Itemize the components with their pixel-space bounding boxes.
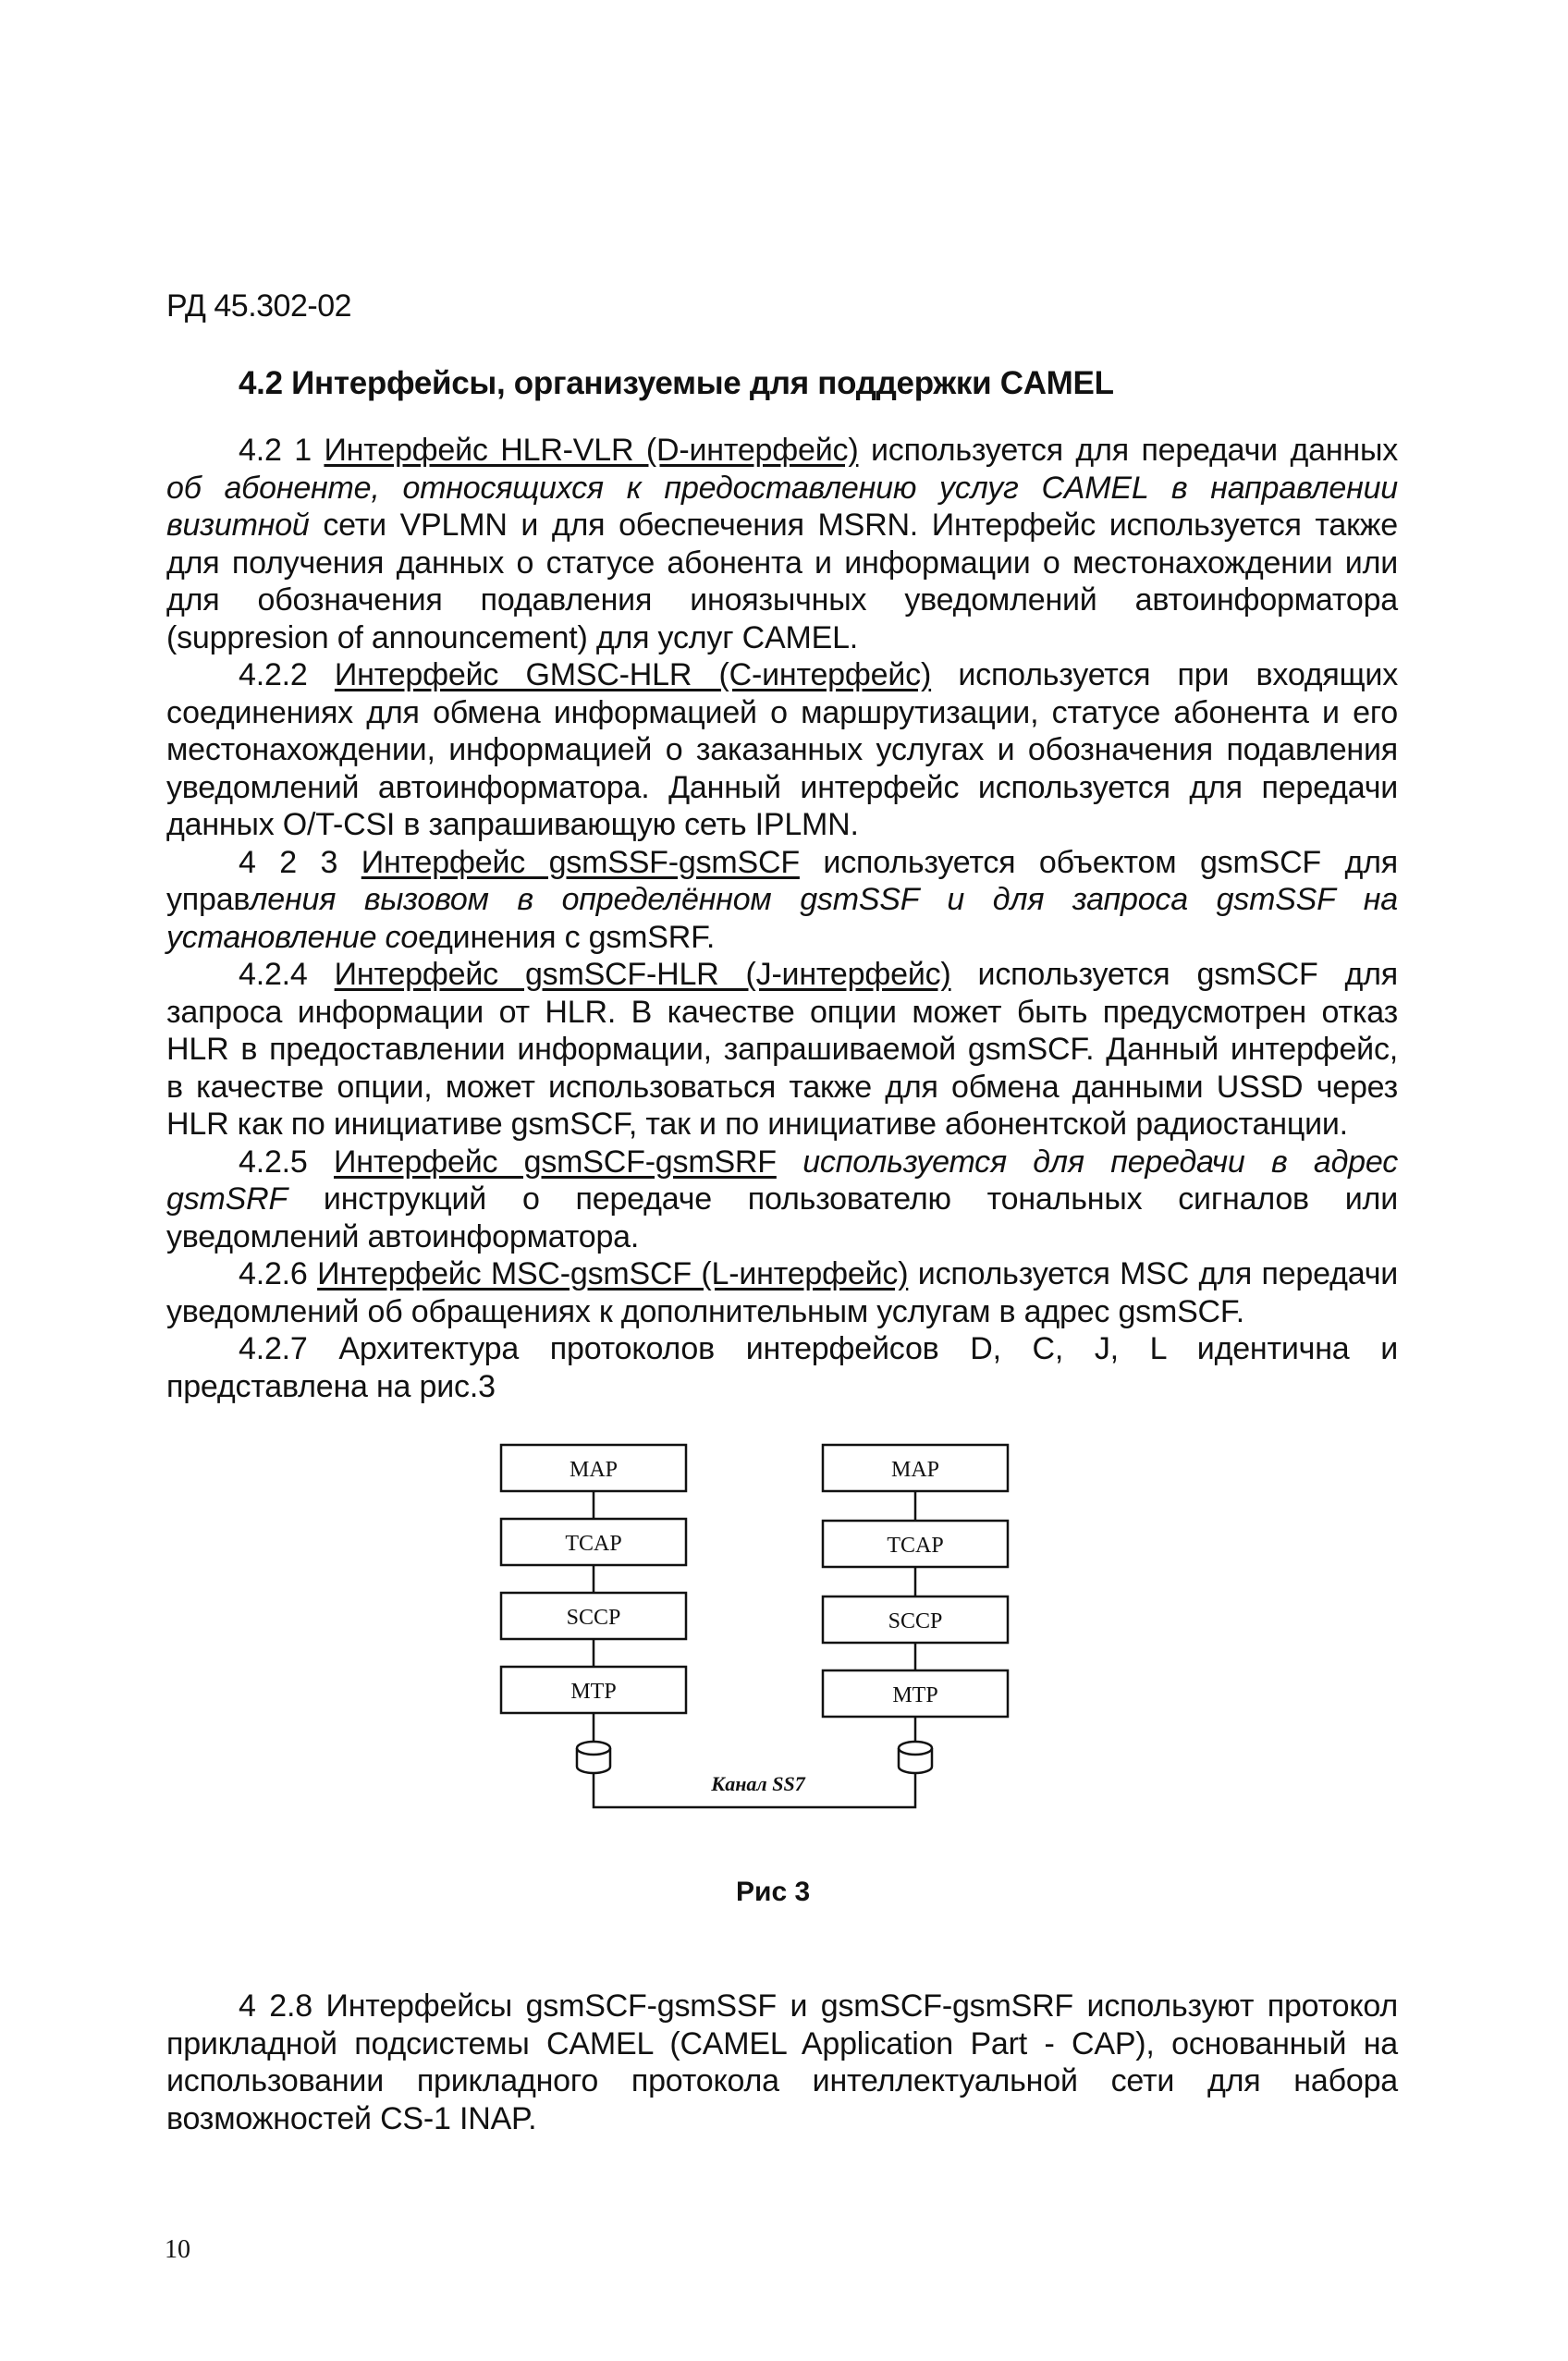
left-terminal-icon <box>577 1742 610 1773</box>
paragraph-4-2-5 <box>166 1144 1398 1256</box>
right-stack-layer-label: TCAP <box>887 1534 944 1558</box>
paragraph-italic-text: об абоненте, относящихся к предоставлению услуг CAMEL в направлении визитной <box>166 470 1398 543</box>
paragraph-4-2-6 <box>166 1255 1398 1330</box>
paragraph-4-2-1 <box>166 432 1398 656</box>
paragraph-number: 4.2.5 <box>239 1144 308 1180</box>
body-text <box>166 432 1398 1405</box>
interface-link: Интерфейс gsmSCF-HLR (J-интерфейс) <box>334 957 951 992</box>
interface-link: Интерфейс HLR-VLR (D-интерфейс) <box>324 433 859 468</box>
figure-caption: Рис 3 <box>736 1877 811 1907</box>
paragraph-text: используется MSC для передачи уведомлений об обращениях к дополнительным услугам в адрес gsmSCF. <box>166 1256 1399 1329</box>
left-stack-layer-label: MTP <box>570 1680 617 1704</box>
left-stack-layer-label: TCAP <box>565 1532 622 1556</box>
section-title: 4.2 Интерфейсы, организуемые для поддержки CAMEL <box>239 365 1114 401</box>
paragraph-4-2-8 <box>166 1988 1398 2137</box>
protocol-architecture-diagram <box>490 1428 1063 1844</box>
interface-link: Интерфейс MSC-gsmSCF (L-интерфейс) <box>317 1256 909 1291</box>
page-number: 10 <box>165 2235 190 2264</box>
right-stack-layer-label: SCCP <box>888 1609 943 1633</box>
right-stack-layer-label: MAP <box>890 1458 940 1482</box>
paragraph-text: используется для передачи данных <box>858 433 1399 468</box>
paragraph-4-2-7 <box>166 1330 1398 1405</box>
right-terminal-icon <box>899 1742 932 1773</box>
paragraph-text: единения с gsmSRF. <box>418 919 716 955</box>
paragraph-italic-text: ления вызовом в определённом gsmSSF и для запроса gsmSSF на установление со <box>166 882 1398 955</box>
right-stack-layer-label: MTP <box>892 1683 938 1707</box>
paragraph-number: 4.2 1 <box>239 433 312 468</box>
paragraph-number: 4.2.2 <box>239 657 308 692</box>
interface-link: Интерфейс GMSC-HLR (C-интерфейс) <box>334 657 932 692</box>
paragraph-4-2-4 <box>166 956 1398 1144</box>
paragraph-4-2-2 <box>166 656 1398 844</box>
paragraph-text: используется объектом gsmSCF для управ <box>166 844 1399 917</box>
paragraph-text: Архитектура протоколов интерфейсов D, C, J, L идентична и представлена на рис.3 <box>166 1331 1398 1404</box>
paragraph-text: Интерфейсы gsmSCF-gsmSSF и gsmSCF-gsmSRF используют протокол прикладной подсистемы CAMEL (CAMEL Application Part - CAP), основанный на использовании прикладного протокола интеллектуальной сети для набора возможностей CS-1 INAP. <box>166 1988 1398 2136</box>
paragraph-number: 4 2.8 <box>239 1988 312 2024</box>
paragraph-number: 4.2.6 <box>239 1256 308 1291</box>
paragraph-italic-text: используется для передачи в адрес gsmSRF <box>166 1144 1398 1217</box>
interface-link: Интерфейс gsmSSF-gsmSCF <box>361 844 800 880</box>
paragraph-text: используется при входящих соединениях для обмена информацией о маршрутизации, статусе абонента и его местонахождении, информацией о заказанных услугах и обозначения подавления уведомлений автоинформатора. Данный интерфейс используется для передачи данных O/T-CSI в запрашивающую сеть IPLMN. <box>166 657 1398 842</box>
protocol-stack-svg <box>490 1428 1063 1844</box>
body-text-lower <box>166 1988 1398 2137</box>
interface-link: Интерфейс gsmSCF-gsmSRF <box>334 1144 777 1180</box>
paragraph-number: 4 2 3 <box>239 844 338 880</box>
left-stack-layer-label: SCCP <box>566 1606 621 1630</box>
left-stack-layer-label: MAP <box>569 1458 619 1482</box>
paragraph-4-2-3 <box>166 844 1398 957</box>
paragraph-number: 4.2.4 <box>239 957 308 992</box>
document-code: РД 45.302-02 <box>166 288 352 324</box>
paragraph-text: используется gsmSCF для запроса информации от HLR. В качестве опции может быть предусмотрен отказ HLR в предоставлении информации, запрашиваемой gsmSCF. Данный интерфейс, в качестве опции, может использоваться также для обмена данными USSD через HLR как по инициативе gsmSCF, так и по инициативе абонентской радиостанции. <box>166 957 1399 1142</box>
ss7-channel-label: Канал SS7 <box>711 1772 805 1795</box>
paragraph-text: инструкций о передаче пользователю тональных сигналов или уведомлений автоинформатора. <box>166 1181 1398 1254</box>
paragraph-number: 4.2.7 <box>239 1331 308 1366</box>
paragraph-text: сети VPLMN и для обеспечения MSRN. Интерфейс используется также для получения данных о статусе абонента и информации о местонахождении или для обозначения подавления иноязычных уведомлений автоинформатора (suppresion of announcement) для услуг CAMEL. <box>166 508 1398 655</box>
